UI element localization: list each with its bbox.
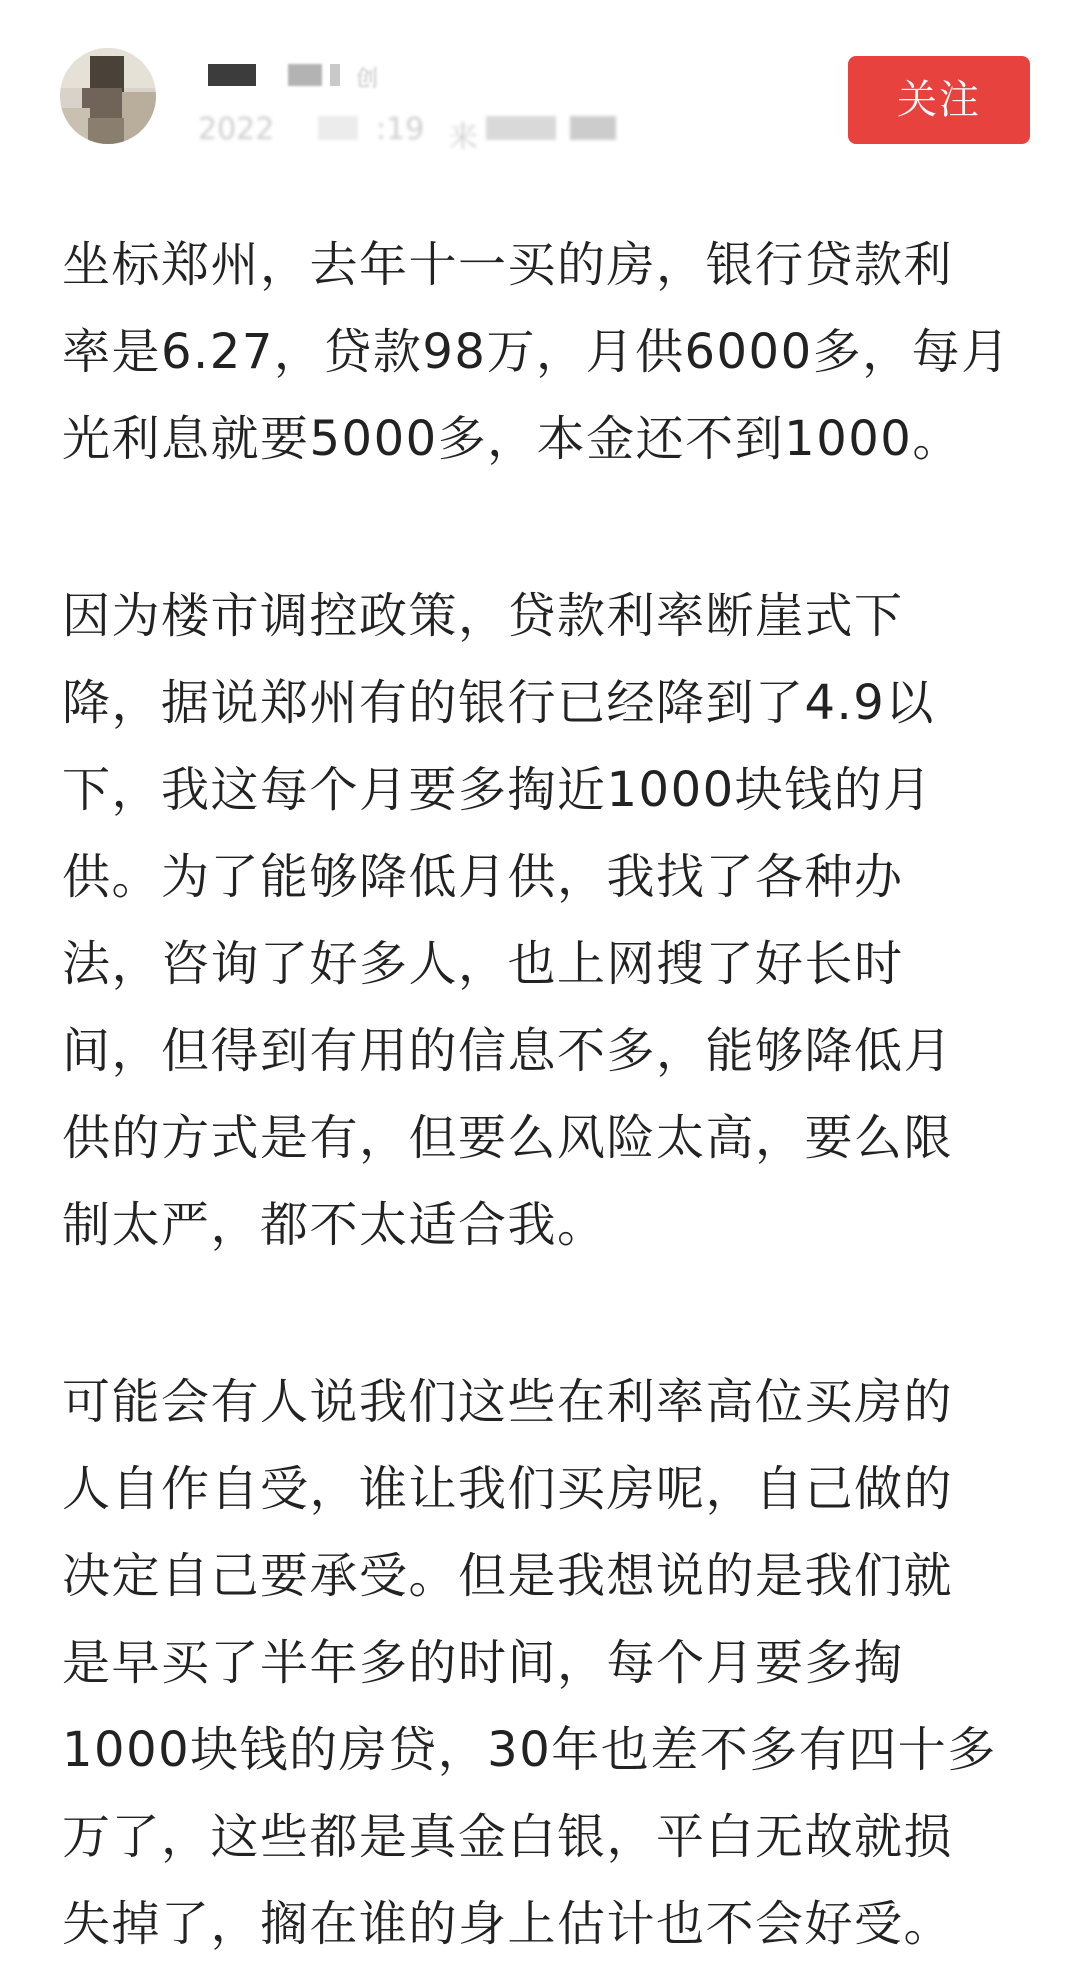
text-line: 制太严，都不太适合我。 <box>62 1197 607 1253</box>
text-line: 决定自己要承受。但是我想说的是我们就 <box>62 1548 954 1604</box>
text-line: 坐标郑州，去年十一买的房，银行贷款利 <box>62 237 954 293</box>
author-avatar[interactable] <box>60 48 156 144</box>
paragraph-1 <box>62 222 1040 483</box>
text-line: 失掉了，搁在谁的身上估计也不会好受。 <box>62 1896 954 1952</box>
post-time: :19 <box>376 112 425 147</box>
author-name-text: 创 <box>356 67 380 92</box>
article-body <box>62 222 1040 1968</box>
text-line: 万了，这些都是真金白银，平白无故就损 <box>62 1809 954 1865</box>
post-year: 2022 <box>198 112 275 147</box>
text-line: 光利息就要5000多，本金还不到1000。 <box>62 411 962 467</box>
text-line: 下，我这每个月要多掏近1000块钱的月 <box>62 762 933 818</box>
text-line: 法，咨询了好多人，也上网搜了好长时 <box>62 936 904 992</box>
post-header <box>0 0 1080 160</box>
text-line: 可能会有人说我们这些在利率高位买房的 <box>62 1374 954 1430</box>
text-line: 供的方式是有，但要么风险太高，要么限 <box>62 1110 954 1166</box>
paragraph-3 <box>62 1359 1040 1968</box>
text-line: 人自作自受，谁让我们买房呢，自己做的 <box>62 1461 954 1517</box>
text-line: 因为楼市调控政策，贷款利率断崖式下 <box>62 588 904 644</box>
text-line: 降，据说郑州有的银行已经降到了4.9以 <box>62 675 935 731</box>
text-line: 供。为了能够降低月供，我找了各种办 <box>62 849 904 905</box>
post-meta-extra: 来 <box>448 120 478 155</box>
paragraph-2 <box>62 573 1040 1269</box>
post-meta <box>186 112 606 155</box>
text-line: 1000块钱的房贷，30年也差不多有四十多 <box>62 1722 997 1778</box>
text-line: 是早买了半年多的时间，每个月要多掏 <box>62 1635 904 1691</box>
text-line: 间，但得到有用的信息不多，能够降低月 <box>62 1023 954 1079</box>
text-line: 率是6.27，贷款98万，月供6000多，每月 <box>62 324 1011 380</box>
author-name[interactable] <box>206 60 436 90</box>
follow-button[interactable]: 关注 <box>848 56 1030 144</box>
